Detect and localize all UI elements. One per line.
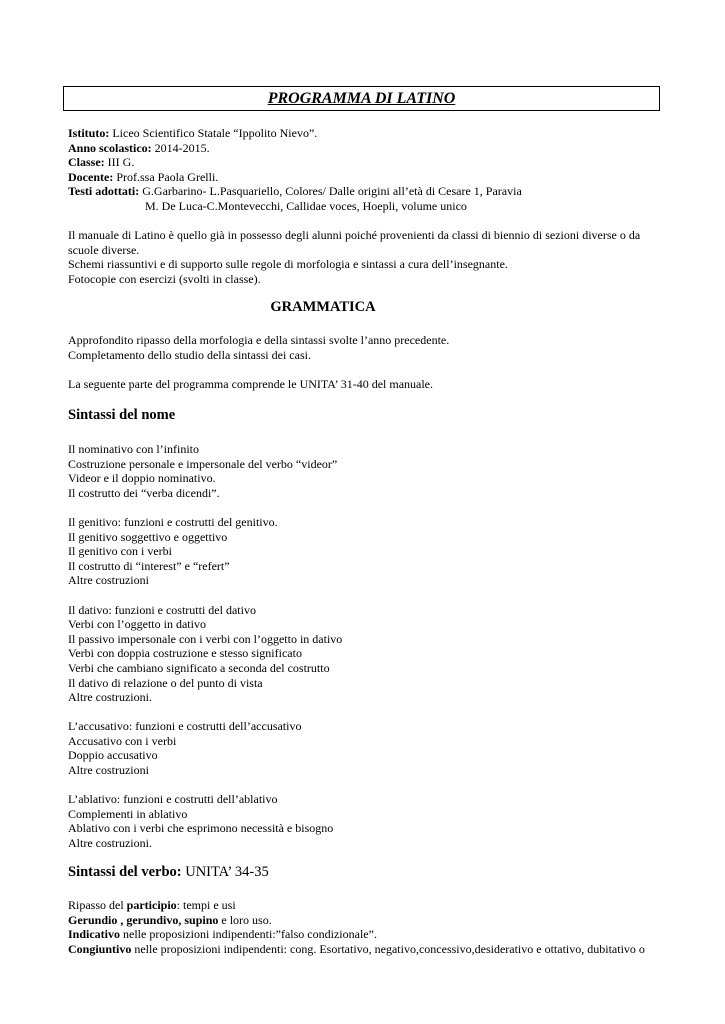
grammatica-block (68, 333, 668, 391)
list-item: Ablativo con i verbi che esprimono necessità e bisogno (68, 821, 334, 836)
list-item: Verbi con doppia costruzione e stesso significato (68, 646, 302, 661)
verbo-line-2: Gerundio , gerundivo, supino e loro uso. (68, 912, 272, 927)
istituto-line (68, 126, 668, 141)
classe-value: III G. (104, 155, 135, 170)
testi-line (68, 184, 668, 199)
list-item: Verbi che cambiano significato a seconda del costrutto (68, 660, 330, 675)
list-item: Il passivo impersonale con i verbi con l’oggetto in dativo (68, 631, 343, 646)
istituto-value: Liceo Scientifico Statale “Ippolito Nievo”. (109, 126, 318, 140)
verbo-line-3: Indicativo nelle proposizioni indipendenti:”falso condizionale”. (68, 927, 377, 942)
sintassi-verbo-heading-bold: Sintassi del verbo: (68, 864, 182, 880)
classe-label: Classe: (68, 155, 105, 170)
testi-value-1: G.Garbarino- L.Pasquariello, Colores/ Dalle origini all’età di Cesare 1, Paravia (139, 184, 522, 199)
list-item: Altre costruzioni (68, 573, 149, 588)
istituto-label: Istituto: (68, 126, 110, 140)
list-item: L’accusativo: funzioni e costrutti dell’accusativo (68, 719, 302, 734)
anno-line (68, 141, 668, 156)
list-item: Altre costruzioni. (68, 836, 152, 851)
verbo-line-1: Ripasso del participio: tempi e usi (68, 898, 236, 912)
list-item: Complementi in ablativo (68, 806, 188, 821)
list-item: Verbi con l’oggetto in dativo (68, 617, 206, 632)
nominativo-group (68, 442, 668, 500)
list-item: Altre costruzioni. (68, 690, 152, 705)
page-title: PROGRAMMA DI LATINO (267, 90, 456, 107)
anno-label: Anno scolastico: (68, 140, 152, 155)
list-item: Il genitivo: funzioni e costrutti del genitivo. (68, 514, 278, 529)
list-item: Il nominativo con l’infinito (68, 442, 199, 456)
testi-line-2: M. De Luca-C.Montevecchi, Callidae voces, Hoepli, volume unico (145, 198, 467, 213)
list-item: Il genitivo soggettivo e oggettivo (68, 529, 228, 544)
list-item: L’ablativo: funzioni e costrutti dell’ablativo (68, 792, 278, 807)
ablativo-group (68, 792, 668, 850)
sintassi-verbo-heading (68, 865, 668, 880)
list-item: Videor e il doppio nominativo. (68, 471, 216, 486)
list-item: Il costrutto di “interest” e “refert” (68, 558, 230, 573)
intro-line: Schemi riassuntivi e di supporto sulle regole di morfologia e sintassi a cura dell’insegnante. (68, 257, 508, 272)
verbo-line-4: Congiuntivo nelle proposizioni indipendenti: cong. Esortativo, negativo,concessivo,desiderativo e ottativo, dubitativo o (68, 941, 645, 956)
genitivo-group (68, 515, 668, 588)
classe-line (68, 155, 668, 170)
docente-label: Docente: (68, 169, 114, 184)
sintassi-verbo-heading-rest: UNITA’ 34-35 (181, 864, 269, 880)
list-item: Doppio accusativo (68, 748, 158, 763)
intro-line: Il manuale di Latino è quello già in possesso degli alunni poiché provenienti da classi di biennio di sezioni diverse o da (68, 228, 641, 242)
intro-line: scuole diverse. (68, 242, 140, 257)
intro-line: Fotocopie con esercizi (svolti in classe). (68, 271, 261, 286)
grammatica-line: Completamento dello studio della sintassi dei casi. (68, 347, 311, 362)
grammatica-heading: GRAMMATICA (270, 299, 376, 315)
title-box (63, 86, 660, 111)
docente-line (68, 170, 668, 185)
testi-label: Testi adottati: (68, 184, 140, 199)
docente-value: Prof.ssa Paola Grelli. (113, 169, 219, 184)
list-item: Accusativo con i verbi (68, 733, 177, 748)
accusativo-group (68, 719, 668, 777)
anno-value: 2014-2015. (151, 140, 210, 155)
list-item: Il genitivo con i verbi (68, 544, 172, 559)
sintassi-nome-block (68, 442, 668, 851)
list-item: Costruzione personale e impersonale del verbo “videor” (68, 456, 338, 471)
intro-block (68, 228, 668, 286)
dativo-group (68, 603, 668, 705)
list-item: Il dativo: funzioni e costrutti del dativo (68, 602, 256, 617)
grammatica-note: La seguente parte del programma comprende le UNITA’ 31-40 del manuale. (68, 376, 434, 391)
sintassi-nome-heading: Sintassi del nome (68, 407, 176, 423)
list-item: Il costrutto dei “verba dicendi”. (68, 485, 220, 500)
grammatica-line: Approfondito ripasso della morfologia e della sintassi svolte l’anno precedente. (68, 333, 450, 347)
info-block (68, 126, 668, 214)
list-item: Il dativo di relazione o del punto di vista (68, 675, 263, 690)
sintassi-verbo-block (68, 898, 668, 956)
list-item: Altre costruzioni (68, 763, 149, 778)
